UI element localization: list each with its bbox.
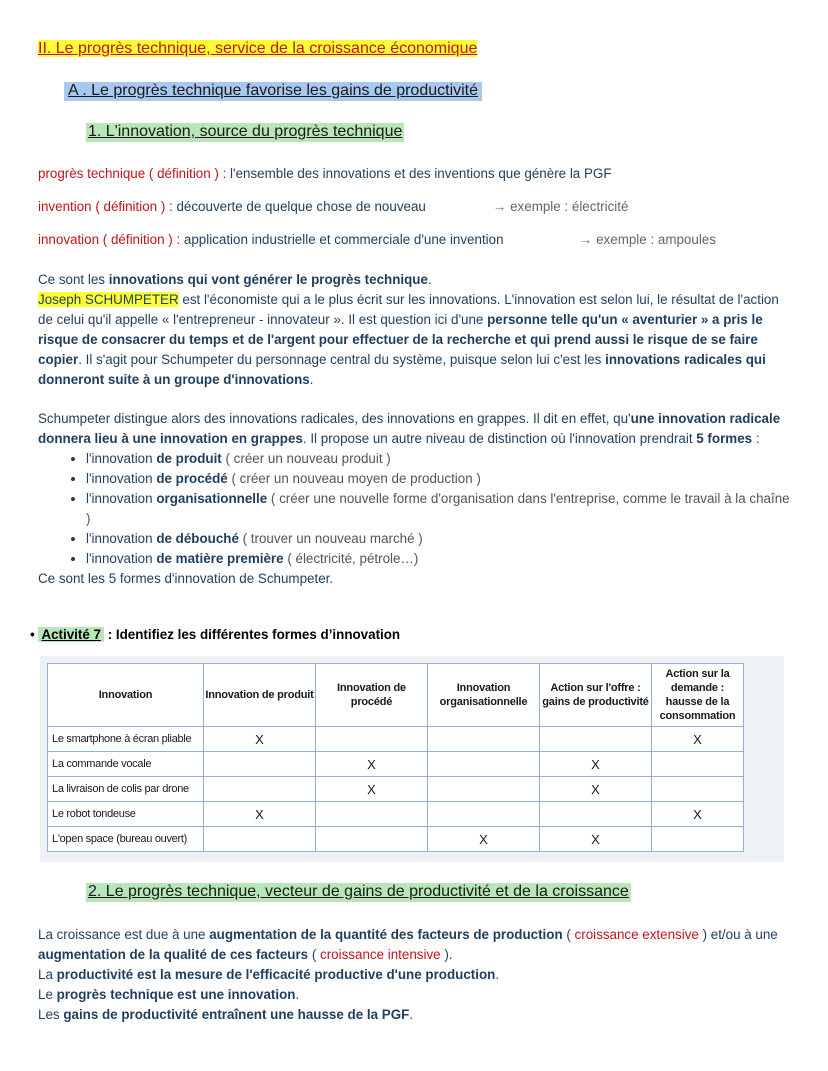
example-innovation: → exemple : ampoules [579,232,716,247]
list-item: • l'innovation de matière première ( électricité, pétrole…) [86,549,790,569]
table-row: Le robot tondeuse X X [48,802,744,827]
activity-heading: • Activité 7 : Identifiez les différentes formes d’innovation [30,627,401,642]
innovation-table-panel [40,656,784,862]
example-invention: → exemple : électricité [493,199,629,214]
definition-progres: progrès technique ( définition ) : l'ensemble des innovations et des inventions que génère la PGF [38,166,612,181]
header-produit: Innovation de produit [204,664,316,727]
forms-list [38,449,790,569]
header-procede: Innovation de procédé [316,664,428,727]
section-1-heading: 1. L'innovation, source du progrès technique [88,123,403,140]
table-row: Le smartphone à écran pliable X X [48,727,744,752]
page-title: II. Le progrès technique, service de la croissance économique [38,40,478,57]
activity-tag: Activité 7 [38,627,104,642]
definition-innovation: innovation ( définition ) : application industrielle et commerciale d'une invention [38,232,504,247]
innovation-table [47,663,744,852]
list-item: • l'innovation organisationnelle ( créer une nouvelle forme d'organisation dans l'entreprise, comme le travail à la chaîne ) [86,489,790,529]
forms-conclusion: Ce sont les 5 formes d'innovation de Schumpeter. [38,571,334,586]
list-item: • l'innovation de débouché ( trouver un nouveau marché ) [86,529,790,549]
list-item: • l'innovation de produit ( créer un nouveau produit ) [86,449,790,469]
header-innovation: Innovation [48,664,204,727]
highlight-schumpeter: Joseph SCHUMPETER [38,292,179,307]
header-demande: Action sur la demande : hausse de la consommation [652,664,744,727]
table-row: La livraison de colis par drone X X [48,777,744,802]
definition-invention: invention ( définition ) : découverte de quelque chose de nouveau [38,199,426,214]
section-a-heading: A . Le progrès technique favorise les gains de productivité [64,82,482,100]
paragraph-growth: La croissance est due à une augmentation de la quantité des facteurs de production ( croissance extensive ) et/ou à une augmentation de la qualité de ces facteurs ( croissance intensive ). La productivité est la mesure de l'efficacité productive d'une production. Le progrès technique est une innovation. Les gains de productivité entraînent une hausse de la PGF. [38,927,778,1022]
table-row: L'open space (bureau ouvert) X X [48,827,744,852]
paragraph-schumpeter: Ce sont les innovations qui vont générer le progrès technique. Joseph SCHUMPETER est l'économiste qui a le plus écrit sur les innovations. L'innovation est selon lui, le résultat de l'action de celui qu'il appelle « l'entrepreneur - innovateur ». Il est question ici d'une personne telle qu'un « aventurier » a pris le risque de consacrer du temps et de l'argent pour effectuer de la recherche et qui prend aussi le risque de se faire copier. Il s'agit pour Schumpeter du personnage central du système, puisque selon lui c'est les innovations radicales qui donneront suite à un groupe d'innovations. [38,272,779,387]
header-offre: Action sur l'offre : gains de productivité [540,664,652,727]
table-row: La commande vocale X X [48,752,744,777]
list-item: • l'innovation de procédé ( créer un nouveau moyen de production ) [86,469,790,489]
paragraph-forms: Schumpeter distingue alors des innovations radicales, des innovations en grappes. Il dit en effet, qu'une innovation radicale donnera lieu à une innovation en grappes. Il propose un autre niveau de distinction où l'innovation prendrait 5 formes : • l'innovation de produit ( créer un nouveau produit ) • l'innovation de procédé ( créer un nouveau moyen de production ) • l'innovation organisationnelle ( créer une nouvelle forme d'organisation dans l'entreprise, comme le travail à la chaîne ) • l'innovation de débouché ( trouver un nouveau marché ) • l'innovation de matière première ( électricité, pétrole…) Ce sont les 5 formes d'innovation de Schumpeter. [38,409,790,589]
section-2-heading: 2. Le progrès technique, vecteur de gains de productivité et de la croissance [88,883,629,900]
table-header-row [48,664,744,727]
header-organisationnelle: Innovation organisationnelle [428,664,540,727]
